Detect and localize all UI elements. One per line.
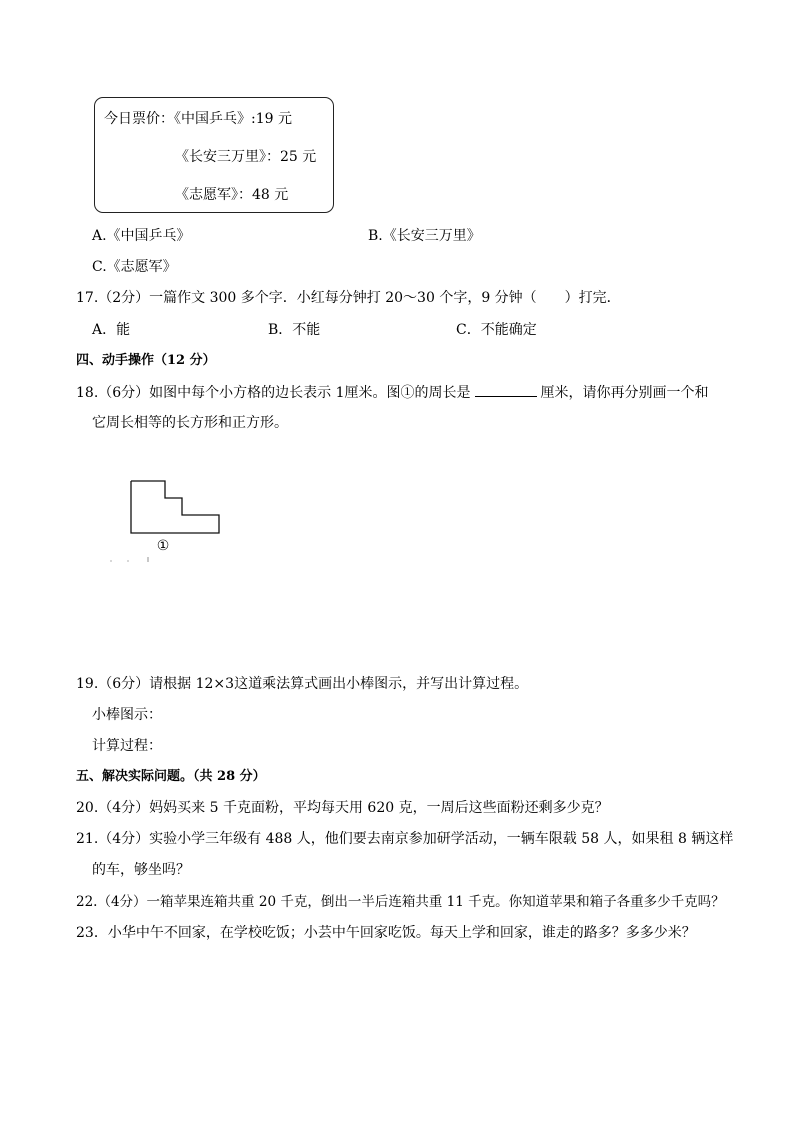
stray-mark <box>127 560 128 561</box>
q19-text: 19.（6分）请根据 12×3这道乘法算式画出小棒图示，并写出计算过程。 <box>76 676 529 692</box>
price-line-3: 《志愿军》：48 元 <box>175 187 289 203</box>
q17-option-a: A．能 <box>92 322 131 338</box>
q21-line-1: 21.（4分）实验小学三年级有 488 人，他们要去南京参加研学活动，一辆车限载 58 人，如果租 8 辆这样 <box>76 831 734 847</box>
q17-text: 17.（2分）一篇作文 300 多个字．小红每分钟打 20～30 个字，9 分钟（ ）打完． <box>76 290 621 306</box>
section-5-title: 五、解决实际问题。（共 28 分） <box>76 769 266 784</box>
q23-text: 23．小华中午不回家，在学校吃饭；小芸中午回家吃饭。每天上学和回家，谁走的路多？多多少米？ <box>76 925 696 941</box>
q18-line-1: 18.（6分）如图中每个小方格的边长表示 1厘米。图①的周长是 厘米，请你再分别画一个和 <box>76 385 709 401</box>
figure-label: ① <box>156 538 170 554</box>
q16-option-b: B.《长安三万里》 <box>368 228 481 244</box>
q19-stick-label: 小棒图示： <box>92 707 162 723</box>
staircase-shape <box>131 481 219 533</box>
q19-calc-label: 计算过程： <box>92 738 162 754</box>
q17-option-b: B．不能 <box>268 322 321 338</box>
price-label: 今日票价：《中国乒乓》:19 元 <box>104 111 292 127</box>
stray-mark <box>110 560 111 561</box>
q20-text: 20.（4分）妈妈买来 5 千克面粉，平均每天用 620 克，一周后这些面粉还剩多少克？ <box>76 800 609 816</box>
q21-line-2: 的车，够坐吗？ <box>92 862 190 878</box>
price-line-1: 《中国乒乓》:19 元 <box>174 111 292 127</box>
q16-option-c: C.《志愿军》 <box>92 259 177 275</box>
q18-figure <box>105 475 235 575</box>
price-line-2: 《长安三万里》：25 元 <box>175 149 317 165</box>
section-4-title: 四、动手操作（12 分） <box>76 353 216 368</box>
q17-option-c: C．不能确定 <box>456 322 537 338</box>
q22-text: 22.（4分）一箱苹果连箱共重 20 千克，倒出一半后连箱共重 11 千克。你知道苹果和箱子各重多少千克吗？ <box>76 894 725 910</box>
q18-answer-blank[interactable] <box>475 383 537 397</box>
q16-option-a: A.《中国乒乓》 <box>92 228 191 244</box>
q18-line-2: 它周长相等的长方形和正方形。 <box>92 415 288 431</box>
